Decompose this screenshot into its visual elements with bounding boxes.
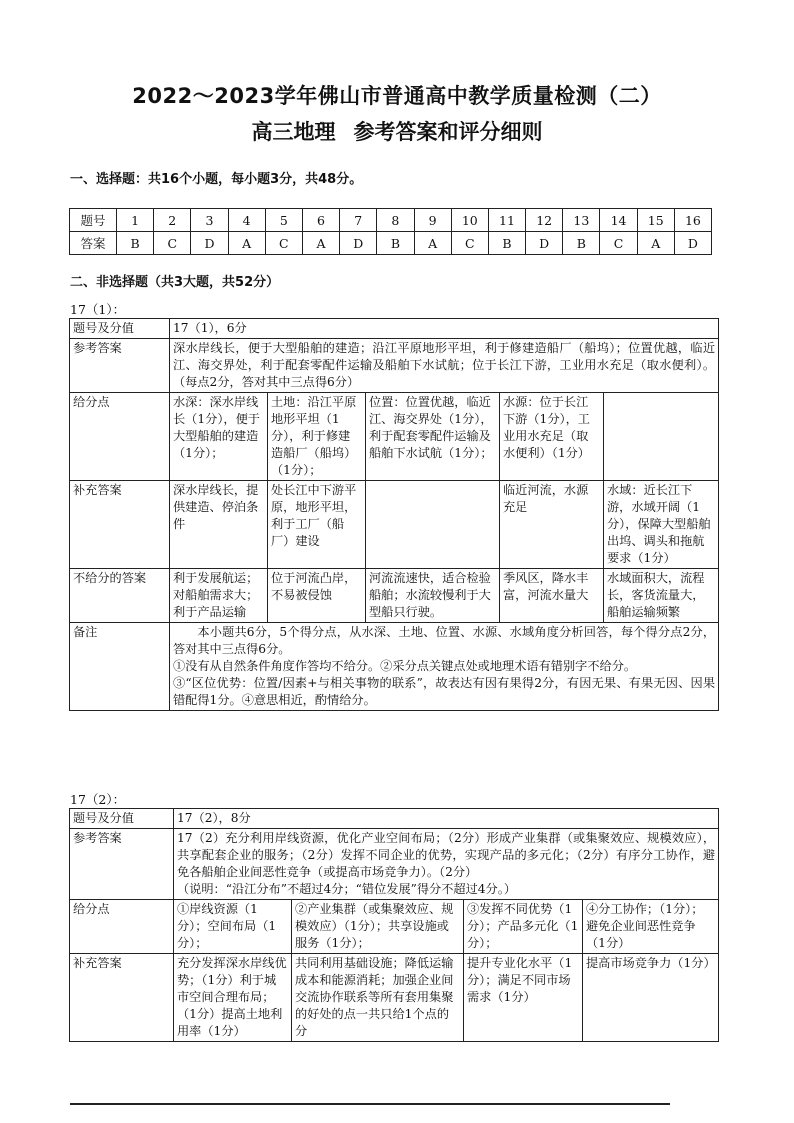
question-number: 7 xyxy=(340,209,377,232)
scoring-point-cell: ③发挥不同优势（1分）；产品多元化（1分）； xyxy=(464,900,583,954)
row-label: 参考答案 xyxy=(70,339,170,393)
no-score-cell: 位于河流凸岸，不易被侵蚀 xyxy=(268,569,366,623)
answer-letter: C xyxy=(265,232,302,255)
answer-letter: A xyxy=(637,232,674,255)
q17-1-scoring-table xyxy=(69,318,719,711)
answer-letter: D xyxy=(340,232,377,255)
answer-letter: D xyxy=(674,232,711,255)
q17-1-score-row xyxy=(70,319,719,339)
scoring-point-cell: ②产业集群（或集聚效应、规模效应）（1分）；共享设施或服务（1分）； xyxy=(292,900,464,954)
question-number: 6 xyxy=(302,209,339,232)
answer-letter: B xyxy=(117,232,154,255)
answer-letter: B xyxy=(377,232,414,255)
supplementary-cell: 提高市场竞争力（1分） xyxy=(583,954,719,1042)
multiple-choice-answer-table xyxy=(69,208,712,255)
question-number: 11 xyxy=(488,209,525,232)
scoring-point-cell: 水深：深水岸线长（1分），便于大型船舶的建造（1分）； xyxy=(170,393,268,481)
supplementary-cell: 提升专业化水平（1分）；满足不同市场需求（1分） xyxy=(464,954,583,1042)
q17-1-reference-answer-row xyxy=(70,339,719,393)
question-number: 9 xyxy=(414,209,451,232)
q17-2-reference-answer-row xyxy=(70,829,719,900)
q17-1-remarks xyxy=(170,623,719,711)
remark-line: 本小题共6分，5个得分点，从水深、土地、位置、水源、水域角度分析回答，每个得分点2分，答对其中三点得6分。 xyxy=(173,625,716,656)
question-number: 3 xyxy=(191,209,228,232)
q17-2-scoring-points-row xyxy=(70,900,719,954)
page-bottom-rule xyxy=(70,1103,670,1105)
answer-letter: B xyxy=(488,232,525,255)
question-number: 5 xyxy=(265,209,302,232)
subtitle-description: 参考答案和评分细则 xyxy=(353,120,543,144)
question-number: 2 xyxy=(154,209,191,232)
question-number: 4 xyxy=(228,209,265,232)
answer-letter: D xyxy=(191,232,228,255)
supplementary-cell: 水域：近长江下游，水域开阔（1分），保障大型船舶出坞、调头和拖航要求（1分） xyxy=(604,481,719,569)
q17-1-scoring-points-row xyxy=(70,393,719,481)
q17-1-no-score-row xyxy=(70,569,719,623)
answer-letter: A xyxy=(302,232,339,255)
scoring-point-cell xyxy=(604,393,719,481)
section2-heading: 二、非选择题（共3大题，共52分） xyxy=(70,275,280,290)
question-number-row xyxy=(70,209,712,232)
supplementary-cell: 深水岸线长，提供建造、停泊条件 xyxy=(170,481,268,569)
scoring-point-cell: 位置：位置优越，临近江、海交界处（1分），利于配套零配件运输及船舶下水试航（1分）； xyxy=(366,393,500,481)
answer-letter: A xyxy=(414,232,451,255)
reference-answer-text: 17（2）充分利用岸线资源，优化产业空间布局；（2分）形成产业集群（或集聚效应、规模效应），共享配套企业的服务；（2分）发挥不同企业的优势，实现产品的多元化；（2分）有序分工协作，避免各船舶企业间恶性竞争（或提高市场竞争力）。（2分） xyxy=(177,831,716,879)
document-subtitle xyxy=(0,116,794,146)
question-number: 13 xyxy=(563,209,600,232)
q17-1-supplementary-row xyxy=(70,481,719,569)
section1-heading: 一、选择题：共16个小题，每小题3分，共48分。 xyxy=(70,172,363,187)
question-number: 15 xyxy=(637,209,674,232)
no-score-cell: 利于发展航运；对船舶需求大；利于产品运输 xyxy=(170,569,268,623)
row-label: 补充答案 xyxy=(70,954,174,1042)
supplementary-cell: 处长江中下游平原，地形平坦，利于工厂（船厂）建设 xyxy=(268,481,366,569)
answer-letter: D xyxy=(526,232,563,255)
remark-line: ①没有从自然条件角度作答均不给分。②采分点关键点处或地理术语有错别字不给分。 xyxy=(173,659,637,673)
question-number: 1 xyxy=(117,209,154,232)
q17-2-supplementary-row xyxy=(70,954,719,1042)
answer-letter: A xyxy=(228,232,265,255)
document-title: 2022～2023学年佛山市普通高中教学质量检测（二） xyxy=(132,84,662,108)
q17-2-score-row xyxy=(70,809,719,829)
question-number: 10 xyxy=(451,209,488,232)
no-score-cell: 河流流速快，适合检验船舶；水流较慢利于大型船只行驶。 xyxy=(366,569,500,623)
q17-1-label: 17（1）： xyxy=(70,302,126,317)
question-number: 8 xyxy=(377,209,414,232)
row-label: 备注 xyxy=(70,623,170,711)
no-score-cell: 季风区，降水丰富，河流水量大 xyxy=(500,569,604,623)
supplementary-cell: 充分发挥深水岸线优势；（1分）利于城市空间合理布局；（1分）提高土地利用率（1分） xyxy=(174,954,292,1042)
scoring-point-cell: 土地：沿江平原地形平坦（1分），利于修建造船厂（船坞）（1分）； xyxy=(268,393,366,481)
answer-row xyxy=(70,232,712,255)
row-label: 补充答案 xyxy=(70,481,170,569)
scoring-point-cell: 水源：位于长江下游（1分），工业用水充足（取水便利）（1分） xyxy=(500,393,604,481)
question-number: 12 xyxy=(526,209,563,232)
q17-2-scoring-table xyxy=(69,808,719,1042)
answer-letter: B xyxy=(563,232,600,255)
supplementary-cell xyxy=(366,481,500,569)
q17-1-score-value: 17（1），6分 xyxy=(170,319,719,339)
row-label: 题号及分值 xyxy=(70,809,174,829)
subtitle-subject: 高三地理 xyxy=(251,120,336,144)
question-number: 14 xyxy=(600,209,637,232)
row-label: 题号及分值 xyxy=(70,319,170,339)
scoring-point-cell: ④分工协作；（1分）；避免企业间恶性竞争（1分） xyxy=(583,900,719,954)
scoring-point-cell: ①岸线资源（1分）；空间布局（1分）； xyxy=(174,900,292,954)
row-label: 给分点 xyxy=(70,900,174,954)
answer-label: 答案 xyxy=(70,232,117,255)
row-label: 不给分的答案 xyxy=(70,569,170,623)
row-label: 给分点 xyxy=(70,393,170,481)
answer-letter: C xyxy=(600,232,637,255)
answer-letter: C xyxy=(451,232,488,255)
remark-line: ③“区位优势：位置/因素+与相关事物的联系”，故表达有因有果得2分，有因无果、有果无因、因果错配得1分。④意思相近，酌情给分。 xyxy=(173,676,716,707)
row-label: 参考答案 xyxy=(70,829,174,900)
q17-1-remarks-row xyxy=(70,623,719,711)
supplementary-cell: 共同利用基础设施；降低运输成本和能源消耗；加强企业间交流协作联系等所有套用集聚的好处的点一共只给1个点的分 xyxy=(292,954,464,1042)
q17-2-reference-answer xyxy=(174,829,719,900)
question-number-label: 题号 xyxy=(70,209,117,232)
q17-1-reference-answer: 深水岸线长，便于大型船舶的建造；沿江平原地形平坦，利于修建造船厂（船坞）；位置优越，临近江、海交界处，利于配套零配件运输及船舶下水试航；位于长江下游，工业用水充足（取水便利）。（每点2分，答对其中三点得6分） xyxy=(170,339,719,393)
answer-letter: C xyxy=(154,232,191,255)
question-number: 16 xyxy=(674,209,711,232)
reference-answer-note: （说明：“沿江分布”不超过4分；“错位发展”得分不超过4分。） xyxy=(177,882,517,896)
no-score-cell: 水域面积大，流程长，客货流量大，船舶运输频繁 xyxy=(604,569,719,623)
q17-2-label: 17（2）： xyxy=(70,792,126,807)
supplementary-cell: 临近河流，水源充足 xyxy=(500,481,604,569)
q17-2-score-value: 17（2），8分 xyxy=(174,809,719,829)
